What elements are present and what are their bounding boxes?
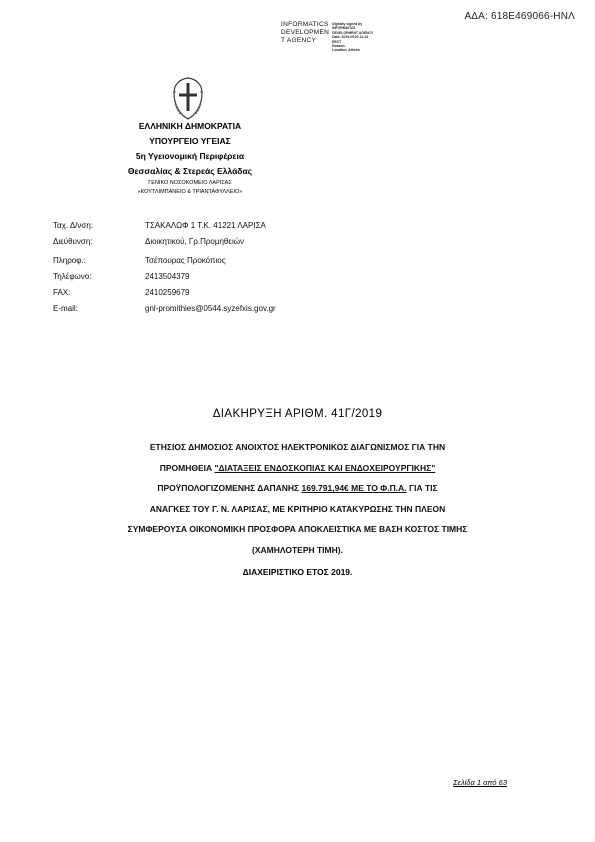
contact-row — [53, 301, 276, 317]
stamp-detail: Digitally signed by — [332, 22, 363, 26]
stamp-detail: Date: 2019.05.22 11:14 — [332, 35, 368, 40]
contact-value: Τσέπουρας Προκόπιος — [145, 256, 226, 265]
stamp-detail: Location: Athens — [332, 48, 360, 53]
header-line: 5η Υγειονομική Περιφέρεια — [135, 151, 245, 161]
contact-label: Τηλέφωνο: — [53, 272, 92, 281]
stamp-detail: INFORMATICS — [332, 26, 356, 31]
description-line: ΑΝΑΓΚΕΣ ΤΟΥ Γ. Ν. ΛΑΡΙΣΑΣ, ΜΕ ΚΡΙΤΗΡΙΟ ΚΑΤΑΚΥΡΩΣΗΣ ΤΗΝ ΠΛΕΟΝ — [149, 503, 446, 514]
text-span: ΠΡΟΜΗΘΕΙΑ — [159, 462, 215, 473]
contact-row — [53, 234, 276, 250]
description-line: ΕΤΗΣΙΟΣ ΔΗΜΟΣΙΟΣ ΑΝΟΙΧΤΟΣ ΗΛΕΚΤΡΟΝΙΚΟΣ ΔΙΑΓΩΝΙΣΜΟΣ ΓΙΑ ΤΗΝ — [149, 442, 446, 452]
greek-emblem-icon — [170, 75, 206, 121]
stamp-detail: EEST — [332, 39, 342, 44]
digital-signature-stamp — [281, 21, 391, 53]
text-span: ΠΡΟΫΠΟΛΟΓΙΖΟΜΕΝΗΣ ΔΑΠΑΝΗΣ — [157, 483, 302, 494]
description-line — [60, 478, 535, 499]
description-line — [60, 458, 535, 479]
contact-row — [53, 285, 276, 301]
subject-underlined: "ΔΙΑΤΑΞΕΙΣ ΕΝΔΟΣΚΟΠΙΑΣ ΚΑΙ ΕΝΔΟΧΕΙΡΟΥΡΓΙΚΗΣ" — [214, 462, 436, 473]
contact-email[interactable]: gnl-promithies@0544.syzefxis.gov.gr — [145, 304, 276, 313]
header-line: ΥΠΟΥΡΓΕΙΟ ΥΓΕΙΑΣ — [149, 136, 231, 146]
ada-code: ΑΔΑ: 618Ε469066-ΗΝΛ — [464, 11, 575, 22]
description-line: ΣΥΜΦΕΡΟΥΣΑ ΟΙΚΟΝΟΜΙΚΗ ΠΡΟΣΦΟΡΑ ΑΠΟΚΛΕΙΣΤΙΚΑ ΜΕ ΒΑΣΗ ΚΟΣΤΟΣ ΤΙΜΗΣ — [127, 524, 468, 535]
contact-value: 2410259679 — [145, 288, 190, 297]
page-number: Σελίδα 1 από 63 — [453, 778, 507, 787]
tender-description — [60, 437, 535, 561]
contact-value: 2413504379 — [145, 272, 190, 281]
stamp-detail: Reason: — [332, 44, 346, 49]
header-subline: «ΚΟΥΤΛΙΜΠΑΝΕΙΟ & ΤΡΙΑΝΤΑΦΥΛΛΕΙΟ» — [137, 189, 243, 195]
contact-value: Διοικητικού, Γρ.Προμηθειών — [145, 237, 244, 246]
stamp-line: INFORMATICS — [281, 21, 329, 28]
contact-label: Διεύθυνση: — [53, 237, 93, 246]
stamp-line: T AGENCY — [281, 37, 317, 44]
header-subline: ΓΕΝΙΚΟ ΝΟΣΟΚΟΜΕΙΟ ΛΑΡΙΣΑΣ — [148, 180, 232, 186]
header-line: ΕΛΛΗΝΙΚΗ ΔΗΜΟΚΡΑΤΙΑ — [138, 121, 242, 131]
signature-stamp-left — [281, 21, 329, 53]
signature-stamp-details — [332, 21, 373, 53]
header-line: Θεσσαλίας & Στερεάς Ελλάδας — [127, 166, 253, 176]
issuer-header — [90, 119, 290, 197]
contact-row — [53, 253, 276, 269]
contact-details — [53, 218, 276, 317]
contact-label: E-mail: — [53, 304, 78, 313]
contact-row — [53, 218, 276, 234]
stamp-detail: DEVELOPMENT AGENCY — [332, 30, 374, 35]
contact-label: Πληροφ.: — [53, 256, 86, 265]
contact-label: Ταχ. Δ/νση: — [53, 221, 94, 230]
document-title: ΔΙΑΚΗΡΥΞΗ ΑΡΙΘΜ. 41Γ/2019 — [212, 408, 383, 420]
fiscal-year: ΔΙΑΧΕΙΡΙΣΤΙΚΟ ΕΤΟΣ 2019. — [242, 567, 353, 577]
budget-underlined: 169.791,94€ ΜΕ ΤΟ Φ.Π.Α. — [301, 483, 407, 494]
contact-row — [53, 269, 276, 285]
contact-value: ΤΣΑΚΑΛΩΦ 1 Τ.Κ. 41221 ΛΑΡΙΣΑ — [145, 221, 266, 230]
text-span: ΓΙΑ ΤΙΣ — [406, 483, 438, 494]
contact-label: FAX: — [53, 288, 71, 297]
description-line: (ΧΑΜΗΛΟΤΕΡΗ ΤΙΜΗ). — [252, 544, 343, 555]
stamp-line: DEVELOPMEN — [281, 29, 330, 36]
